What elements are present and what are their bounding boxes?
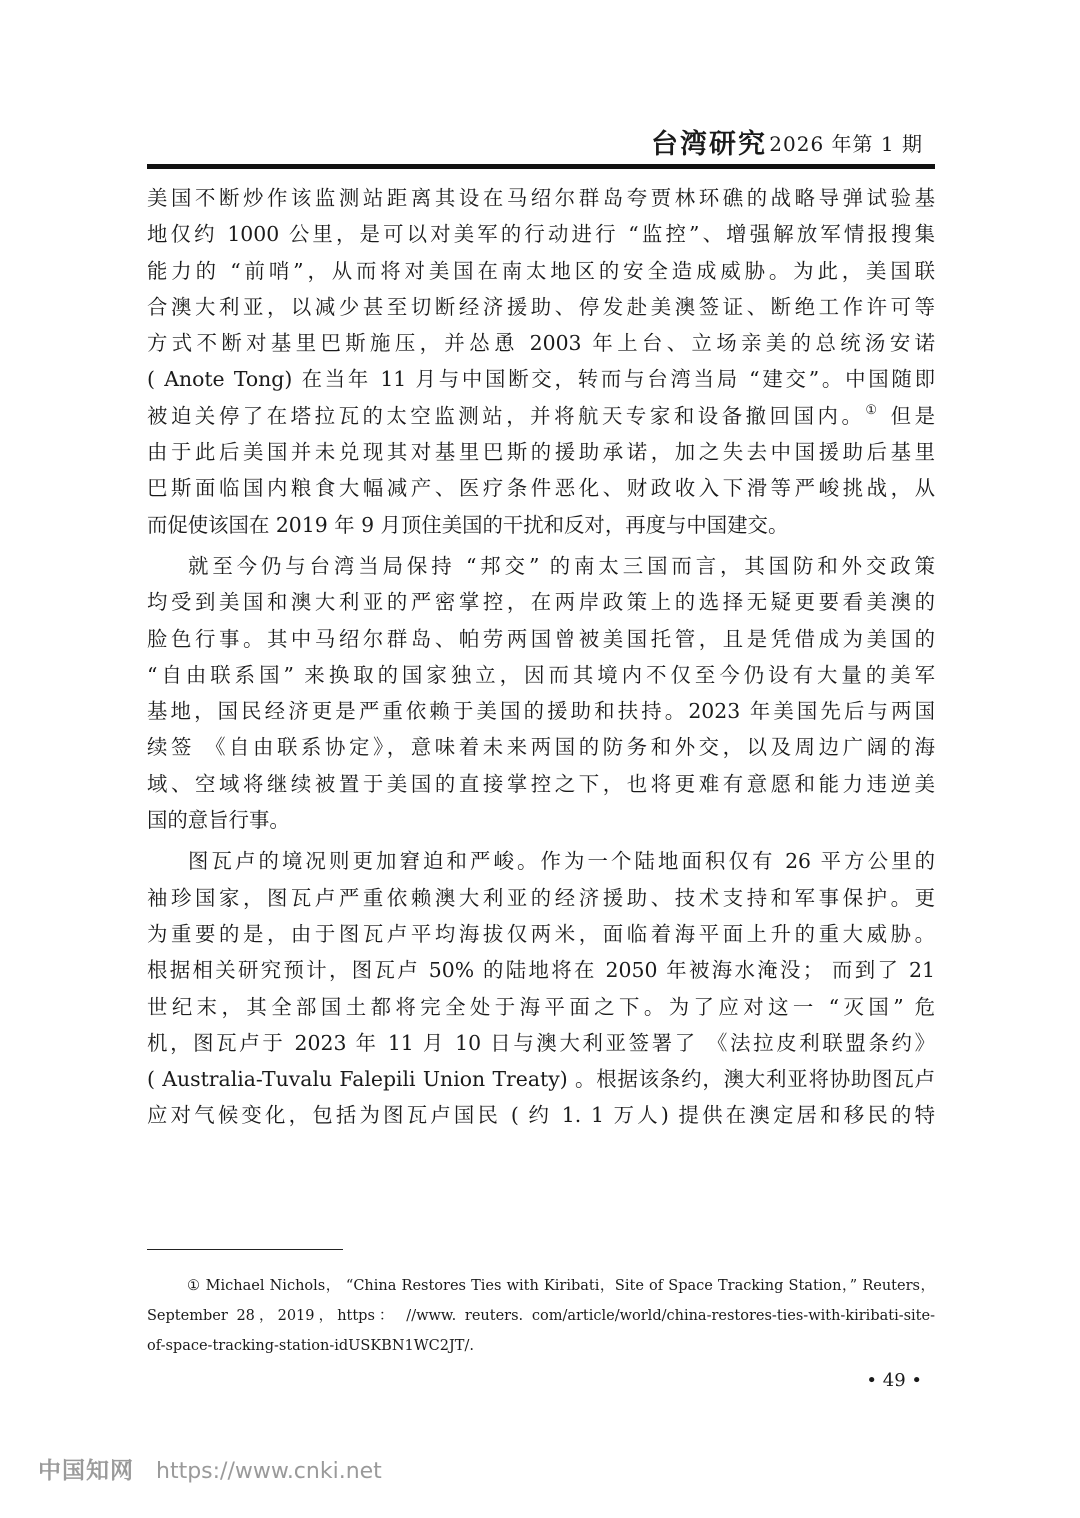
text-line: 地仅约 1000 公里，是可以对美军的行动进行 “监控”、增强解放军情报搜集 xyxy=(147,222,935,247)
watermark xyxy=(38,1452,382,1485)
text-line: 合澳大利亚，以减少甚至切断经济援助、停发赴美澳签证、断绝工作许可等 xyxy=(147,294,935,319)
text-line: 根据相关研究预计，图瓦卢 50% 的陆地将在 2050 年被海水淹没； 而到了 21 xyxy=(147,958,935,983)
text-line: 均受到美国和澳大利亚的严密掌控，在两岸政策上的选择无疑更要看美澳的 xyxy=(147,590,935,615)
body-text xyxy=(147,180,935,1134)
watermark-url[interactable]: https://www.cnki.net xyxy=(156,1459,382,1484)
text-fragment: 但是 xyxy=(880,403,936,428)
text-line: ( Anote Tong) 在当年 11 月与中国断交，转而与台湾当局 “建交”。中国随即 xyxy=(147,367,935,392)
text-line: 域、空域将继续被置于美国的直接掌控之下，也将更难有意愿和能力违逆美 xyxy=(147,771,935,796)
text-line: 脸色行事。其中马绍尔群岛、帕劳两国曾被美国托管，且是凭借成为美国的 xyxy=(147,626,935,651)
text-line: 由于此后美国并未兑现其对基里巴斯的援助承诺，加之失去中国援助后基里 xyxy=(147,440,935,465)
text-line: 方式不断对基里巴斯施压，并怂恿 2003 年上台、立场亲美的总统汤安诺 xyxy=(147,331,935,356)
text-line: “自由联系国” 来换取的国家独立，因而其境内不仅至今仍设有大量的美军 xyxy=(147,662,935,687)
running-header xyxy=(147,118,935,162)
text-line: 国的意旨行事。 xyxy=(147,808,290,833)
text-line: 续签 《自由联系协定》，意味着未来两国的防务和外交，以及周边广阔的海 xyxy=(147,735,935,760)
footnote-line: ① Michael Nichols， “China Restores Ties with Kiribati，Site of Space Tracking Station，” Reuters， xyxy=(187,1278,935,1294)
text-line: 图瓦卢的境况则更加窘迫和严峻。作为一个陆地面积仅有 26 平方公里的 xyxy=(188,849,936,874)
footnote-line[interactable]: September 28，2019，https： //www. reuters. com/article/world/china-restores-ties-with-kiribati-site- xyxy=(147,1308,935,1324)
page-number: • 49 • xyxy=(866,1370,922,1391)
issue-label: 2026 年第 1 期 xyxy=(769,132,923,156)
text-line xyxy=(147,398,935,434)
text-line: 应对气候变化，包括为图瓦卢国民 ( 约 1. 1 万人) 提供在澳定居和移民的特 xyxy=(147,1103,935,1128)
text-line: 而促使该国在 2019 年 9 月顶住美国的干扰和反对，再度与中国建交。 xyxy=(147,512,789,537)
text-fragment: 被迫关停了在塔拉瓦的太空监测站，并将航天专家和设备撤回国内。 xyxy=(147,403,866,428)
text-line: 能力的 “前哨”，从而将对美国在南太地区的安全造成威胁。为此，美国联 xyxy=(147,258,935,283)
footnote-marker[interactable]: ① xyxy=(865,402,881,418)
footnote-line[interactable]: of-space-tracking-station-idUSKBN1WC2JT/. xyxy=(147,1338,474,1354)
footnote-rule xyxy=(147,1249,343,1250)
header-rule xyxy=(147,164,935,169)
watermark-brand: 中国知网 xyxy=(38,1458,134,1484)
text-line: 巴斯面临国内粮食大幅减产、医疗条件恶化、财政收入下滑等严峻挑战，从 xyxy=(147,476,935,501)
text-line: 为重要的是，由于图瓦卢平均海拔仅两米，面临着海平面上升的重大威胁。 xyxy=(147,921,935,946)
text-line: 就至今仍与台湾当局保持 “邦交” 的南太三国而言，其国防和外交政策 xyxy=(188,553,935,578)
text-line: 世纪末，其全部国土都将完全处于海平面之下。为了应对这一 “灭国” 危 xyxy=(147,994,935,1019)
footnote xyxy=(147,1271,935,1361)
journal-title: 台湾研究 xyxy=(651,129,767,160)
text-line: ( Australia-Tuvalu Falepili Union Treaty) 。根据该条约，澳大利亚将协助图瓦卢 xyxy=(147,1067,935,1092)
text-line: 袖珍国家，图瓦卢严重依赖澳大利亚的经济援助、技术支持和军事保护。更 xyxy=(147,885,935,910)
text-line: 基地，国民经济更是严重依赖于美国的援助和扶持。2023 年美国先后与两国 xyxy=(147,699,935,724)
text-line: 机，图瓦卢于 2023 年 11 月 10 日与澳大利亚签署了 《法拉皮利联盟条约》 xyxy=(147,1030,935,1055)
text-line: 美国不断炒作该监测站距离其设在马绍尔群岛夸贾林环礁的战略导弹试验基 xyxy=(147,186,935,210)
